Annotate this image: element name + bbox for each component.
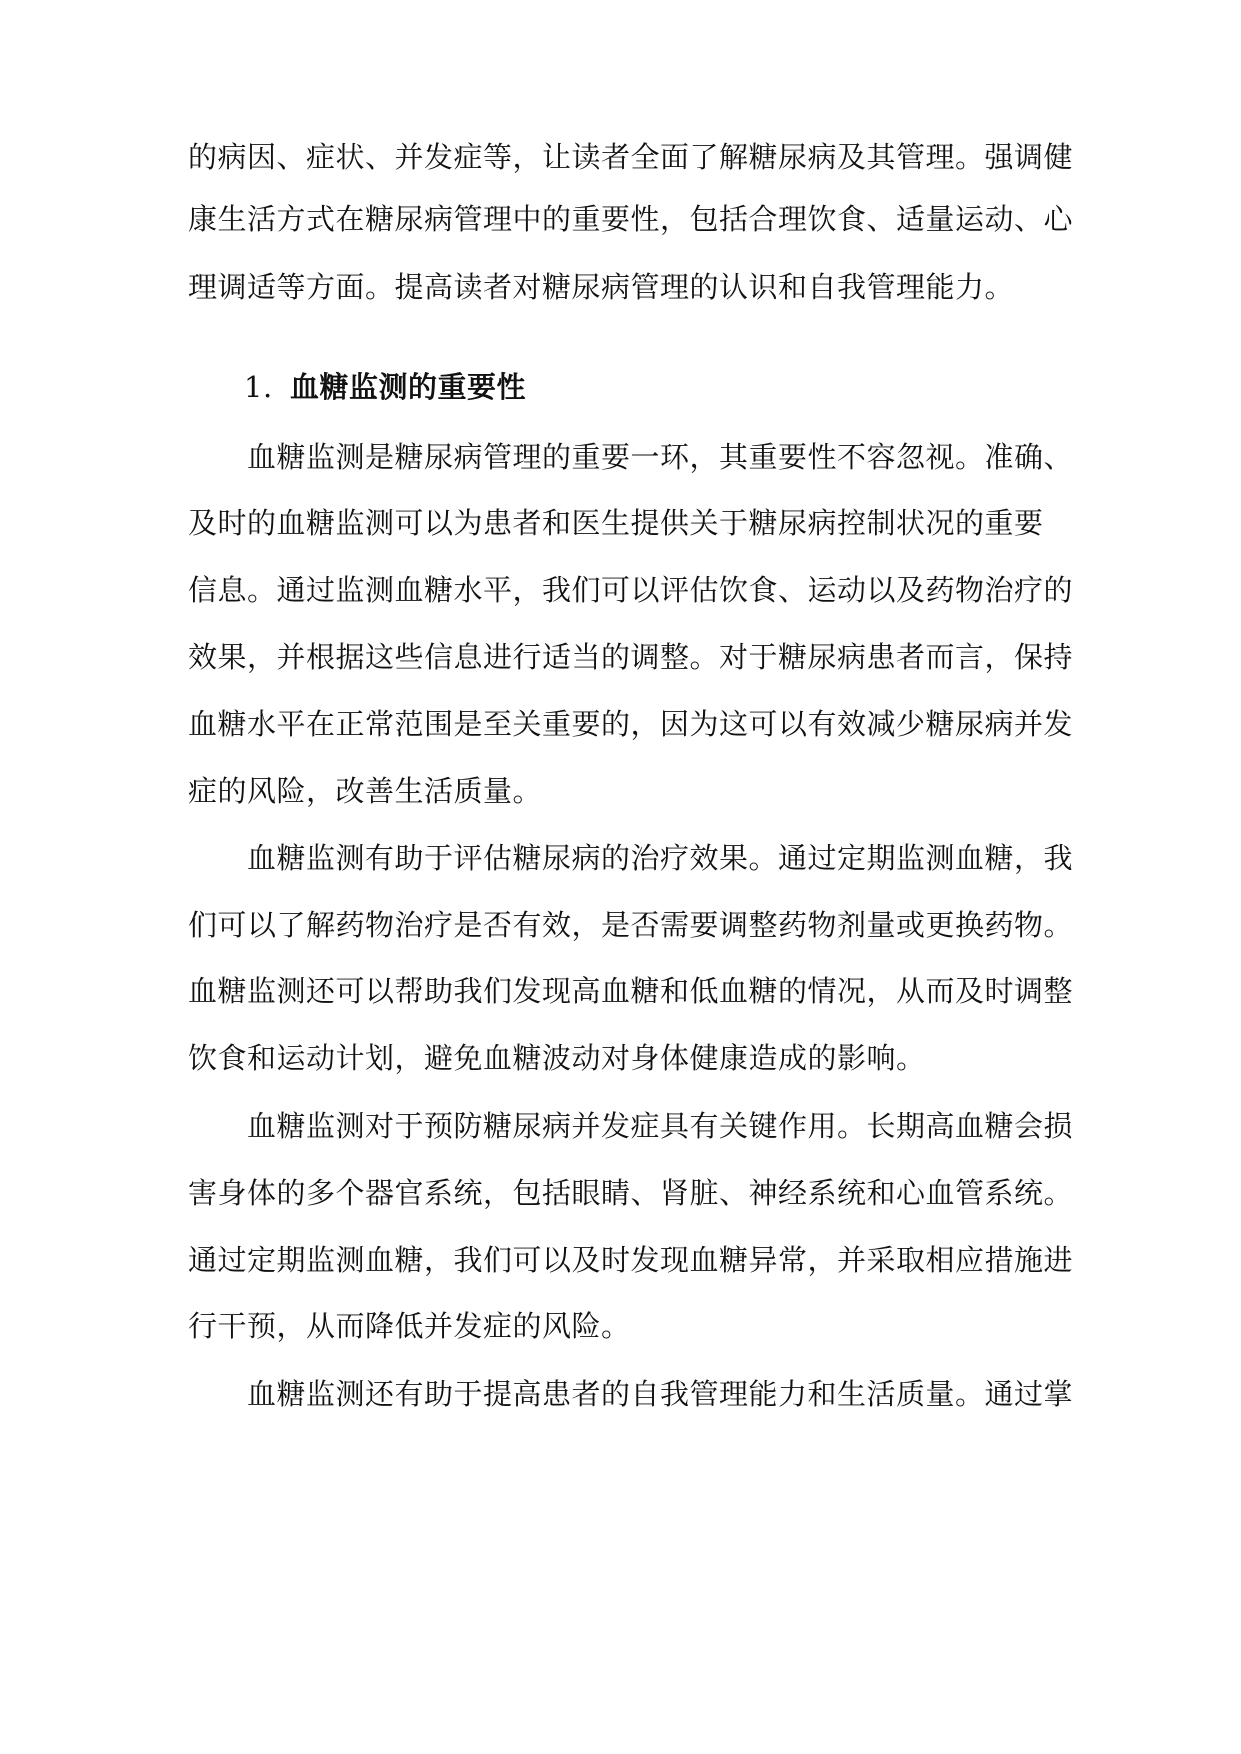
paragraph-3-line-4: 行干预，从而降低并发症的风险。 [188, 1309, 631, 1343]
paragraph-1-line-2: 及时的血糖监测可以为患者和医生提供关于糖尿病控制状况的重要 [188, 506, 1044, 540]
paragraph-2-line-3: 血糖监测还可以帮助我们发现高血糖和低血糖的情况，从而及时调整 [188, 974, 1074, 1008]
paragraph-2-line-2: 们可以了解药物治疗是否有效，是否需要调整药物剂量或更换药物。 [188, 908, 1074, 942]
paragraph-1-line-4: 效果，并根据这些信息进行适当的调整。对于糖尿病患者而言，保持 [188, 640, 1074, 674]
paragraph-1-line-1: 血糖监测是糖尿病管理的重要一环，其重要性不容忽视。准确、 [247, 440, 1074, 474]
paragraph-2-line-1: 血糖监测有助于评估糖尿病的治疗效果。通过定期监测血糖，我 [247, 841, 1074, 875]
intro-line-3: 理调适等方面。提高读者对糖尿病管理的认识和自我管理能力。 [188, 270, 1015, 304]
intro-line-1: 的病因、症状、并发症等，让读者全面了解糖尿病及其管理。强调健 [188, 140, 1074, 174]
paragraph-1-line-3: 信息。通过监测血糖水平，我们可以评估饮食、运动以及药物治疗的 [188, 573, 1074, 607]
section-title: 血糖监测的重要性 [290, 370, 527, 404]
paragraph-2-line-4: 饮食和运动计划，避免血糖波动对身体健康造成的影响。 [188, 1041, 926, 1075]
section-number: 1. [244, 370, 273, 404]
section-heading [244, 367, 526, 407]
paragraph-1-line-5: 血糖水平在正常范围是至关重要的，因为这可以有效减少糖尿病并发 [188, 707, 1074, 741]
paragraph-3-line-3: 通过定期监测血糖，我们可以及时发现血糖异常，并采取相应措施进 [188, 1243, 1074, 1277]
paragraph-3-line-1: 血糖监测对于预防糖尿病并发症具有关键作用。长期高血糖会损 [247, 1109, 1074, 1143]
paragraph-1-line-6: 症的风险，改善生活质量。 [188, 774, 543, 808]
paragraph-4-line-1: 血糖监测还有助于提高患者的自我管理能力和生活质量。通过掌 [247, 1377, 1074, 1411]
paragraph-3-line-2: 害身体的多个器官系统，包括眼睛、肾脏、神经系统和心血管系统。 [188, 1176, 1074, 1210]
intro-line-2: 康生活方式在糖尿病管理中的重要性，包括合理饮食、适量运动、心 [188, 202, 1074, 236]
